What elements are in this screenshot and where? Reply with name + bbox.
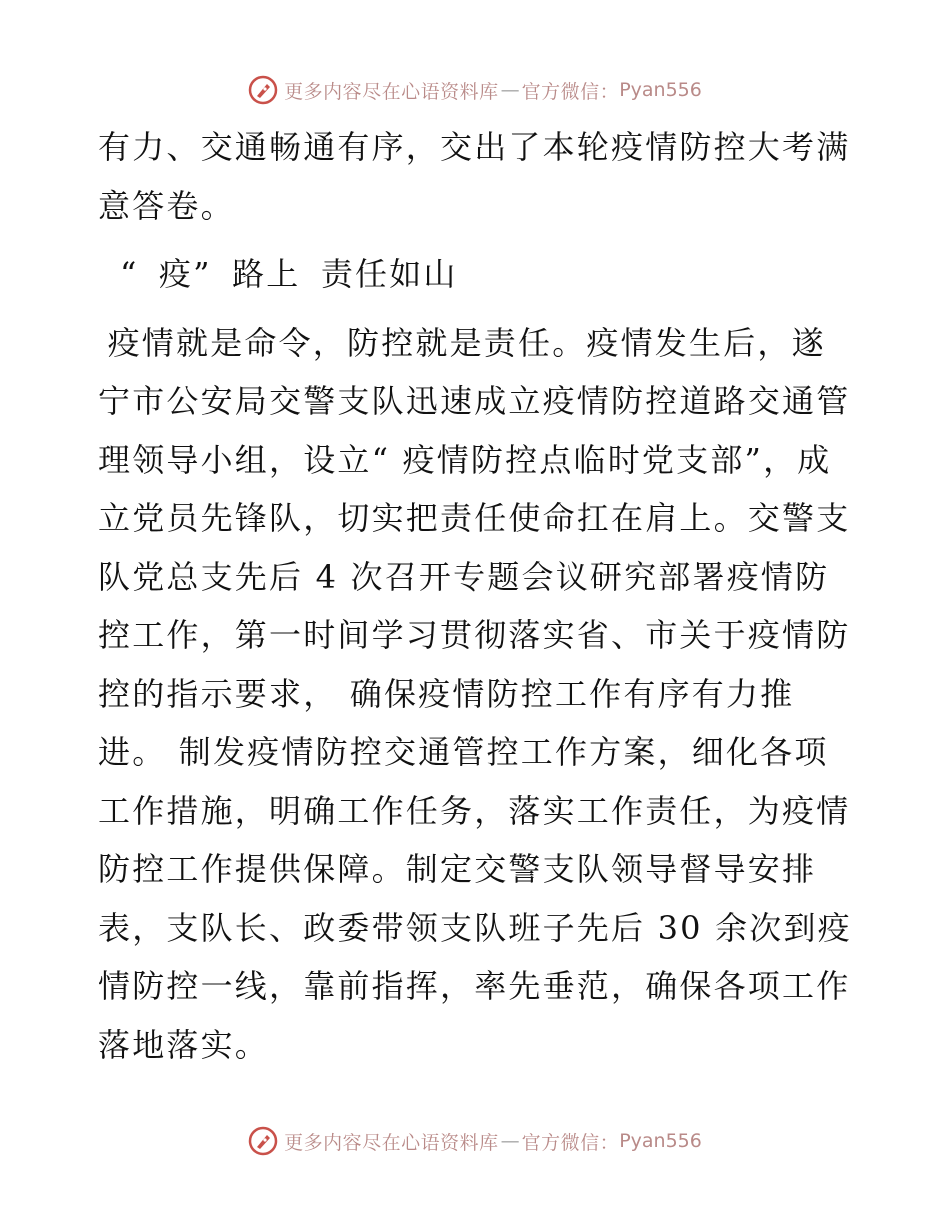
header-watermark	[0, 72, 950, 108]
watermark-separator: —	[500, 79, 520, 101]
watermark-separator: —	[500, 1130, 520, 1152]
document-body	[98, 118, 858, 1074]
footer-watermark	[0, 1123, 950, 1159]
watermark-wechat-id: Pyan556	[619, 1130, 702, 1152]
watermark-wechat-label: 官方微信：	[521, 1131, 620, 1154]
watermark-wechat-label: 官方微信：	[521, 80, 620, 103]
pen-nib-logo-icon	[248, 75, 278, 105]
watermark-wechat-id: Pyan556	[619, 79, 702, 101]
paragraph-continuation: 有力、交通畅通有序，交出了本轮疫情防控大考满意答卷。	[98, 128, 851, 225]
watermark-text: 更多内容尽在心语资料库	[284, 1131, 499, 1154]
section-heading: “ 疫” 路上 责任如山	[120, 255, 458, 293]
watermark-text: 更多内容尽在心语资料库	[284, 80, 499, 103]
paragraph-body: 疫情就是命令，防控就是责任。疫情发生后，遂宁市公安局交警支队迅速成立疫情防控道路交通管理领导小组，设立“ 疫情防控点临时党支部”，成立党员先锋队，切实把责任使命扛在肩上。交警支队党总支先后 4 次召开专题会议研究部署疫情防控工作，第一时间学习贯彻落实省、市关于疫情防控的指示要求， 确保疫情防控工作有序有力推进。 制发疫情防控交通管控工作方案，细化各项工作措施，明确工作任务，落实工作责任，为疫情防控工作提供保障。制定交警支队领导督导安排表，支队长、政委带领支队班子先后 30 余次到疫情防控一线，靠前指挥，率先垂范，确保各项工作落地落实。	[98, 323, 852, 1064]
pen-nib-logo-icon	[248, 1126, 278, 1156]
